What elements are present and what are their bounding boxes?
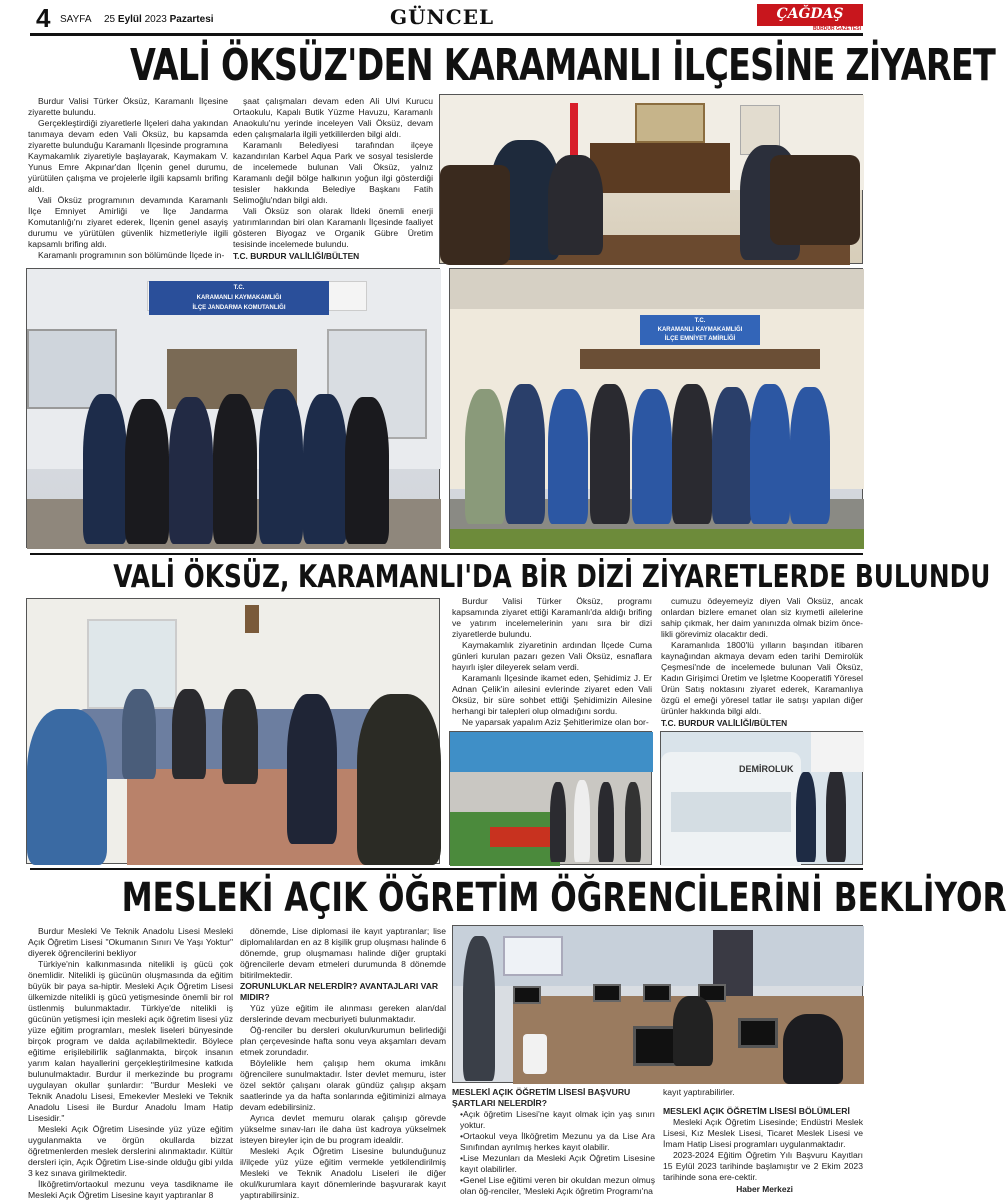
article1-byline: T.C. BURDUR VALİLİĞİ/BÜLTEN [233,251,360,261]
article2-headline: VALİ ÖKSÜZ, KARAMANLI'DA BİR DİZİ ZİYARETLERDE BULUNDU [113,559,991,595]
article3-column3: MESLEKİ AÇIK ÖĞRETİM LİSESİ BAŞVURU ŞARTLARI NELERDİR? •Açık öğretim Lisesi'ne kayıt olmak için yaş sınırı yoktur. •Ortaokul veya İlköğretim Mezunu ya da Lise Ara Sınıfından ayrılmış herkes kayıt olabilir. •Lise Mezunları da Mesleki Açık Öğretim Lisesine kayıt olabilirler. •Genel Lise eğitimi veren bir okuldan mezun olmuş olan öğ-renciler, 'Mesleki Açık öğretim Programı'na [452,1087,655,1196]
photo-demiroluk-fountain [660,731,863,865]
article2-column1: Burdur Valisi Türker Öksüz, programı kapsamında ziyaret ettiği Karamanlı'da aldığı brifing ve yatırım incelemelerinin yanı sıra bir dizi ziyaretlerde bulundu. Kaymakamlık ziyaretinin ardından İlçede Cuma günleri kurulan pazarı gezen Vali Öksüz, esnaflara hayırlı işler dileyerek selam verdi. Karamanlı İlçesinde ikamet eden, Şehidimiz J. Er Adnan Çelik'in ailesini evlerinde ziyaret eden Vali Öksüz, bir süre sohbet ettiği Şehidimizin Ailesine herhangi bir talepleri olup olmadığını sordu. Ne yaparsak yapalım Aziz Şehitlerimize olan bor- [452,596,652,727]
article3-rule [30,868,863,870]
photo-office-meeting [439,94,863,264]
article1-headline: VALİ ÖKSÜZ'DEN KARAMANLI İLÇESİNE ZİYARET [129,40,996,91]
page-label: SAYFA [60,14,92,25]
emniyet-sign: T.C. KARAMANLI KAYMAKAMLIĞI İLÇE EMNİYET AMİRLİĞİ [640,315,760,345]
header-rule [30,33,863,36]
newspaper-logo-subtitle: BURDUR GAZETESİ [812,26,861,32]
article3-subheading-bolumler: MESLEKİ AÇIK ÖĞRETİM LİSESİ BÖLÜMLERİ [663,1106,850,1116]
jandarma-sign: T.C. KARAMANLI KAYMAKAMLIĞI İLÇE JANDARMA KOMUTANLIĞI [149,281,329,315]
photo-family-visit [26,598,440,864]
issue-date: 25 Eylül 2023 Pazartesi [104,14,214,25]
photo-emniyet-building [449,268,863,548]
article2-byline: T.C. BURDUR VALİLİĞİ/BÜLTEN [661,718,788,728]
article1-column2: şaat çalışmaları devam eden Ali Ulvi Kurucu Ortaokulu, Kapalı Butik Yüzme Havuzu, Karamanlı Anaokulu'nu yerinde inceleyen Vali Öksüz, devam eden çalışmalarla ilgili yetkililerden bilgi aldı. Karamanlı Belediyesi tarafından ilçeye kazandırılan Karbel Aqua Park ve sosyal tesislerde de incelemede bulunan Vali Öksüz, yalnız Karamanlı değil bölge halkının yoğun ilgi gösterdiği tesisler hakkında Belediye Başkanı Fatih Selimoğlu'ndan bilgi aldı. Vali Öksüz son olarak İldeki önemli enerji yatırımlarından biri olan Karamanlı İlçesinde faaliyet gösteren Biyogaz ve Organik Gübre Üretim tesisinde incelemede bulundu. T.C. BURDUR VALİLİĞİ/BÜLTEN [233,96,433,261]
page-header [30,4,863,34]
article2-column2: cumuzu ödeyemeyiz diyen Vali Öksüz, ancak onlardan bizlere emanet olan siz kıymetli ailelerine sahip çıkmak, her daim yanınızda olmak bizim önce-likli görevimiz olacaktır dedi. Karamanlıda 1800'lü yılların başından itibaren kaynağından akmaya devam eden tarihi Demirolük Çeşmesi'nde de incelemede bulunan Vali Öksüz, Kadın Girişimci Üretim ve İşletme Kooperatifi Yöresel Ürün Satış noktasını ziyaret ederek, Karamanlıya özgü el emeği yöresel tatlar ile satışı yapılan diğer ürünler hakkında bilgi aldı. T.C. BURDUR VALİLİĞİ/BÜLTEN [661,596,863,728]
article2-rule [30,553,863,555]
article3-column4: kayıt yaptırabilirler. MESLEKİ AÇIK ÖĞRETİM LİSESİ BÖLÜMLERİ Mesleki Açık Öğretim Lisesinde; Endüstri Meslek Lisesi, Kız Meslek Lisesi, Ticaret Meslek Lisesi ve İmam Hatip Lisesi programları uygulanmaktadır. 2023-2024 Eğitim Öğretim Yılı Başvuru Kayıtları 15 Eylül 2023 tarihinde başlamıştır ve 2 Ekim 2023 tarihinde sona ere-cektir. Haber Merkezi [663,1087,863,1194]
page-number: 4 [36,3,51,33]
section-title: GÜNCEL [390,5,495,29]
article3-headline: MESLEKİ AÇIK ÖĞRETİM ÖĞRENCİLERİNİ BEKLİYOR [121,875,1007,921]
article3-subheading-zorunluklar: ZORUNLUKLAR NELERDİR? AVANTAJLARI VAR MIDIR? [240,981,439,1002]
photo-computer-classroom [452,925,863,1083]
newspaper-logo: ÇAĞDAŞ [757,4,863,26]
article3-byline: Haber Merkezi [736,1184,793,1194]
demiroluk-sign: DEMİROLUK [739,764,794,774]
article3-subheading-basvuru: MESLEKİ AÇIK ÖĞRETİM LİSESİ BAŞVURU ŞARTLARI NELERDİR? [452,1087,631,1108]
article3-column2: dönemde, Lise diplomasi ile kayıt yaptıranlar; lise diplomalılardan en az 8 kişilik grup oluşması halinde 6 dönemde, grup oluşmaması halinde diğer gruptaki öğrencilerle devam etmeleri durumunda 8 dönemde bitirilmektedir. ZORUNLUKLAR NELERDİR? AVANTAJLARI VAR MIDIR? Yüz yüze eğitim ile alınması gereken alan/dal derslerinde devam mecburiyeti bulunmaktadır. Öğ-renciler bu dersleri okulun/kurumun belirlediği plan çerçevesinde hafta sonu veya akşamları devam etmek zorundadır. Böylelikle hem çalışıp hem okuma imkânı öğrencilere sunulmaktadır. İster devlet memuru, ister özel sektör çalışanı olarak gündüz çalışıp akşam saatlerinde ya da hafta sonlarında eğitiminizi almaya devam edebilirsiniz. Ayrıca devlet memuru olarak çalışıp görevde yükselme sınav-ları ile daha üst kadroya yükselmek isteyen bireyler için de bu program idealdir. Mesleki Açık Öğretim Lisesine bulunduğunuz il/ilçede yüz yüze eğitim vermekle yetkilendirilmiş Mesleki ve Teknik Anadolu Liseleri ile diğer okul/kurumlara kayıt dönemlerinde başvurarak kayıt yaptırabilirsiniz. [240,926,446,1200]
photo-jandarma-building [26,268,440,548]
photo-market [449,731,652,865]
article1-column1: Burdur Valisi Türker Öksüz, Karamanlı İlçesine ziyarette bulundu. Gerçekleştirdiği ziyaretlerle İlçeleri daha yakından tanımaya devam eden Vali Öksüz, bu kapsamda ziyarette bulunduğu Karamanlı İlçesinde programına Kaymakamlık ziyaretiyle başlayarak, Kaymakam V. Yunus Emre Akpınar'dan İlçenin genel durumu, yürütülen çalışma ve projelerle ilgili kapsamlı brifing aldı. Vali Öksüz programının devamında Karamanlı İlçe Emniyet Amirliği ve İlçe Jandarma Komutanlığı'nı ziyaret ederek, İlçenin genel asayiş durumu ve yürütülen güvenlik hizmetleriyle ilgili kapsamlı brifing aldı. Karamanlı programının son bölümünde İlçede in- [28,96,228,260]
article3-column1: Burdur Mesleki Ve Teknik Anadolu Lisesi Mesleki Açık Öğretim Lisesi "Okumanın Sınırı Ve Yaşı Yoktur" diyerek öğrencilerini bekliyor Türkiye'nin kalkınmasında nitelikli iş gücü çok önemlidir. Nitelikli iş gücünün oluşmasında da eğitim büyük bir paya sa-hiptir. Mesleki Açık Öğretim Lisesi ülkemizde nitelikli iş gücü yetişmesinde önemli bir rol üstlenmiş bulunmaktadır. Türkiye'de nitelikli iş gücünün yetişmesi için mesleki açık öğretim lisesi yüz yüze eğitim programları, meslek liseleri bünyesinde birçok program ve dalda açılabilmektedir. Böylece eğitime erişilebilirlik sağlanmakta, birçok insanın yarım kalan hayallerini gerçekleştirilmesine katkıda bulunulmaktadır. Burdur il merkezinde bu programı uygulayan okullar şunlardır: "Burdur Mesleki ve Teknik Anadolu Lisesi, Emekevler Mesleki ve Teknik Anadolu Lisesi ile Burdur Anadolu İmam Hatip Lisesidir." Mesleki Açık Öğretim Lisesinde yüz yüze eğitim uygulanmakta ve örgün okullarda bizzat öğretmenlerden meslek derslerini alınmaktadır. Kültür dersleri için, Açık Öğretim Lise-sinde olduğu gibi yılda 3 kez sınava girilmektedir. İlköğretim/ortaokul mezunu veya tasdikname ile Mesleki Açık Öğretim Lisesine kayıt yaptıranlar 8 [28,926,233,1200]
